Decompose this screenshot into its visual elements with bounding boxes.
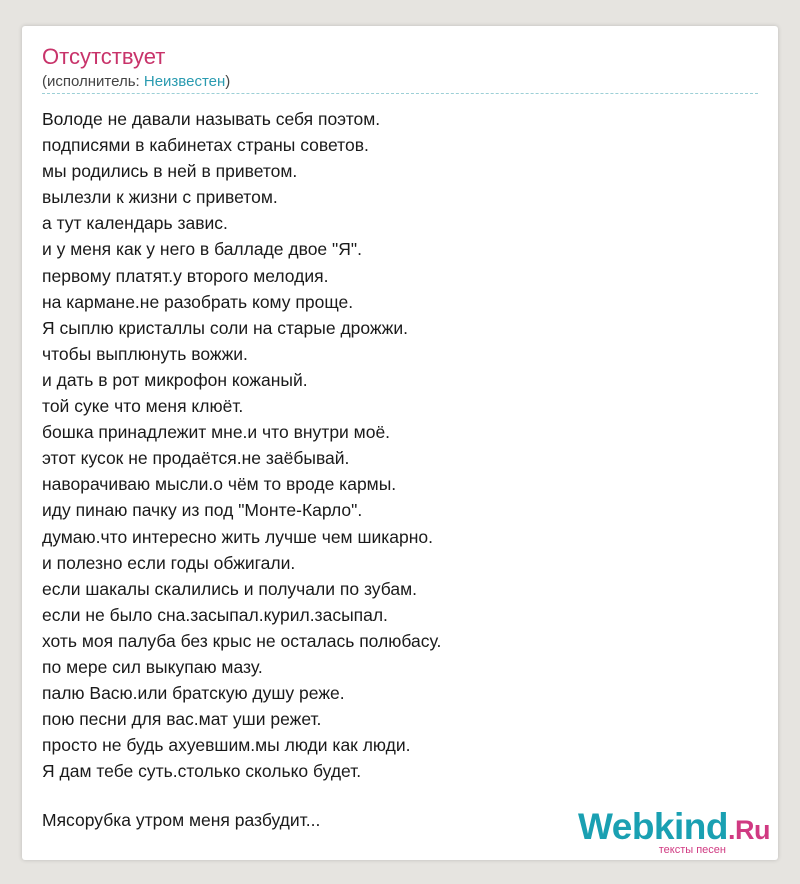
lyric-line: и у меня как у него в балладе двое "Я". [42, 239, 362, 260]
lyrics-card [22, 26, 778, 860]
lyric-line: если не было сна.засыпал.курил.засыпал. [42, 604, 388, 625]
lyric-line: хоть моя палуба без крыс не осталась полюбасу. [42, 630, 442, 651]
lyric-line: мы родились в ней в приветом. [42, 161, 298, 182]
artist-prefix: (исполнитель: [42, 73, 144, 90]
lyric-line: пою песни для вас.мат уши режет. [42, 709, 322, 730]
divider [42, 93, 758, 94]
lyric-line: и дать в рот микрофон кожаный. [42, 369, 308, 390]
lyric-line: подписями в кабинетах страны советов. [42, 135, 369, 156]
lyric-line: этот кусок не продаётся.не заёбывай. [42, 448, 350, 469]
logo-tld: .Ru [728, 815, 770, 845]
lyric-line: той суке что меня клюёт. [42, 396, 244, 417]
lyric-line: вылезли к жизни с приветом. [42, 187, 278, 208]
lyric-line: наворачиваю мысли.о чём то вроде кармы. [42, 474, 397, 495]
artist-suffix: ) [225, 73, 231, 90]
lyric-line: Я сыплю кристаллы соли на старые дрожжи. [42, 317, 408, 338]
artist-line [42, 73, 230, 91]
lyric-line: а тут календарь завис. [42, 213, 228, 234]
logo-name: Webkind [578, 806, 728, 847]
lyric-line: на кармане.не разобрать кому проще. [42, 291, 354, 312]
lyric-line: по мере сил выкупаю мазу. [42, 656, 263, 677]
lyric-line: палю Васю.или братскую душу реже. [42, 683, 345, 704]
lyric-line: и полезно если годы обжигали. [42, 552, 296, 573]
lyric-line: если шакалы скалились и получали по зубам. [42, 578, 417, 599]
lyrics-body [42, 106, 758, 834]
lyric-line: просто не будь ахуевшим.мы люди как люди. [42, 735, 411, 756]
lyric-line: бошка принадлежит мне.и что внутри моё. [42, 422, 391, 443]
logo-tagline: тексты песен [658, 844, 726, 856]
lyric-line: чтобы выплюнуть вожжи. [42, 343, 248, 364]
lyric-line: Володе не давали называть себя поэтом. [42, 109, 381, 129]
lyric-line-final: Мясорубка утром меня разбудит... [42, 810, 321, 831]
lyric-line: иду пинаю пачку из под "Монте-Карло". [42, 500, 363, 521]
artist-link[interactable]: Неизвестен [143, 73, 226, 90]
lyric-line: первому платят.у второго мелодия. [42, 265, 329, 286]
lyric-line: Я дам тебе суть.столько сколько будет. [42, 761, 362, 782]
site-logo[interactable] [578, 808, 770, 856]
stanza-gap [42, 784, 758, 807]
song-title: Отсутствует [42, 44, 166, 69]
logo-wordmark [578, 808, 770, 849]
lyric-line: думаю.что интересно жить лучше чем шикарно. [42, 526, 434, 547]
